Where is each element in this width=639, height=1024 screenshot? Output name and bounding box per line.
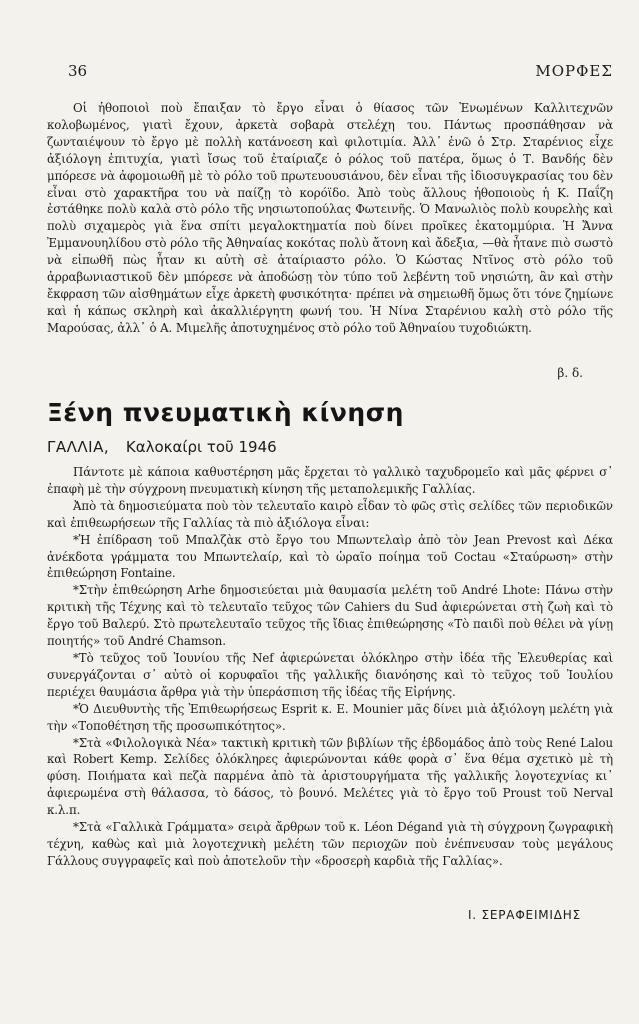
article-paragraph: *Ἡ ἐπίδραση τοῦ Μπαλζὰκ στὸ ἔργο του Μπωντελαὶρ ἀπὸ τὸν Jean Prevost καὶ Δέκα ἀνέκδοτα γράμματα του Μπωντελαίρ, καὶ τὸ ὡραῖο ποίημα τοῦ Coctau «Σταύρωση» στὴν ἐπιθεώρηση Fontaine. (47, 532, 613, 581)
review-signature: β. δ. (557, 366, 583, 380)
page-number: 36 (68, 62, 88, 80)
magazine-title: ΜΟΡΦΕΣ (535, 62, 613, 80)
article-paragraph: *Στὰ «Φιλολογικὰ Νέα» τακτικὴ κριτικὴ τῶν βιβλίων τῆς ἑβδομάδος ἀπὸ τοὺς René Lalou καὶ Robert Kemp. Σελίδες ὁλόκληρες ἀφιερώνονται κάθε φορὰ σ᾽ ἕνα θέμα σχετικὸ μὲ τὴ φύση. Ποιήματα καὶ πεζὰ παρμένα ἀπὸ τὰ ἀριστουργήματα τῆς γαλλικῆς λογοτεχνίας κι᾽ ἀφιερωμένα στὴ θάλασσα, τὸ δάσος, τὸ βουνό. Μελέτες γιὰ τὸ ἔργο τοῦ Proust τοῦ Nerval κ.λ.π. (47, 735, 613, 818)
country-label: ΓΑΛΛΙΑ, (47, 438, 110, 456)
article-paragraph: *Τὸ τεῦχος τοῦ Ἰουνίου τῆς Nef ἀφιερώνεται ὁλόκληρο στὴν ἰδέα τῆς Ἐλευθερίας καὶ συνεργάζονται σ᾽ αὐτὸ οἱ κορυφαῖοι τῆς γαλλικῆς διανόησης καὶ τὸ τεῦχος τοῦ Ἰουλίου περιέχει θαυμάσια ἄρθρα γιὰ τὴν ὑπεράσπιση τῆς ἰδέας τῆς Εἰρήνης. (47, 650, 613, 699)
section-title: Ξένη πνευματικὴ κίνηση (47, 398, 404, 427)
article-paragraph: Πάντοτε μὲ κάποια καθυστέρηση μᾶς ἔρχεται τὸ γαλλικὸ ταχυδρομεῖο καὶ μᾶς φέρνει σ᾽ ἐπαφὴ μὲ τὴν σύγχρονη πνευματικὴ κίνηση τῆς μεταπολεμικῆς Γαλλίας. (47, 465, 613, 496)
section-subtitle (47, 438, 277, 456)
date-label: Καλοκαίρι τοῦ 1946 (125, 438, 277, 456)
article-paragraph: Ἀπὸ τὰ δημοσιεύματα ποὺ τὸν τελευταῖο καιρὸ εἶδαν τὸ φῶς στὶς σελίδες τῶν περιοδικῶν καὶ ἐπιθεωρήσεων τῆς Γαλλίας τὰ πιὸ ἀξιόλογα εἶναι: (47, 498, 613, 530)
article-body (47, 464, 613, 870)
article-paragraph: *Στὴν ἐπιθεώρηση Arhe δημοσιεύεται μιὰ θαυμασία μελέτη τοῦ André Lhote: Πάνω στὴν κριτικὴ τῆς Τέχνης καὶ τὸ τελευταῖο τεῦχος τῶν Cahiers du Sud ἀφιερώνεται στὴ ζωὴ καὶ τὸ ἔργο τοῦ Βαλερύ. Στὸ πρωτελευταῖο τεῦχος τῆς ἴδιας ἐπιθεώρησης «Τὸ παιδὶ ποὺ θέλει νὰ γίνῃ ποιητής» τοῦ André Chamson. (47, 583, 613, 649)
article-paragraph: *Ὁ Διευθυντὴς τῆς Ἐπιθεωρήσεως Esprit κ. E. Mounier μᾶς δίνει μιὰ ἀξιόλογη μελέτη γιὰ τὴν «Τοποθέτηση τῆς προσωπικότητος». (47, 701, 613, 733)
article-paragraph: *Στὰ «Γαλλικὰ Γράμματα» σειρὰ ἄρθρων τοῦ κ. Léon Dégand γιὰ τὴ σύγχρονη ζωγραφικὴ τέχνη, καθὼς καὶ μιὰ λογοτεχνικὴ μελέτη τῶν περιοχῶν ποὺ ἐνέπνευσαν τοὺς μεγάλους Γάλλους συγγραφεῖς καὶ ποὺ ἀποτελοῦν τὴν «δροσερὴ καρδιὰ τῆς Γαλλίας». (47, 820, 613, 868)
page-header (68, 62, 613, 84)
author-signature: Ι. ΣΕΡΑΦΕΙΜΙΔΗΣ (467, 908, 581, 922)
theatre-review (47, 100, 613, 337)
review-paragraph: Οἱ ἠθοποιοὶ ποὺ ἔπαιξαν τὸ ἔργο εἶναι ὁ θίασος τῶν Ἑνωμένων Καλλιτεχνῶν κολοβωμένος, γιατὶ ἔχουν, ἀρκετὰ σοβαρὰ στελέχη του. Πάντως προσπάθησαν νὰ ζωνταιέψουν τὸ ἔργο μὲ πολλὴ κατάνοεση καὶ φιλοτιμία. Ἀλλ᾽ ἐνῶ ὁ Στρ. Σταρένιος εἶχε ἀξιόλογη ἐπιτυχία, γιατὶ ἴσως τοῦ ἐταίριαζε ὁ ρόλος τοῦ πατέρα, ὅμως ὁ Τ. Βανδής δὲν μπόρεσε νὰ ἀφομοιωθῆ μὲ τὸ ρόλο τοῦ πρωτευουσιάνου, δὲν εἶναι τῆς ἰδιοσυγκρασίας του δὲν εἶναι στὸ χαρακτῆρα του νὰ παίζῃ τὸ κορόϊδο. Ἀπὸ τοὺς ἄλλους ἠθοποιοὺς ἡ Κ. Παΐζη ἐστάθηκε πολὺ καλὰ στὸ ρόλο τῆς νησιωτοπούλας Φωτεινῆς. Ὁ Μανωλιὸς πολὺ κουρελὴς καὶ πολὺ σιχαμερὸς γιὰ ἕνα σπίτι μεγαλοκτηματία ποὺ δίνει προῖκες ἑκατομμύρια. Ἡ Ἄννα Ἐμμανουηλίδου στὸ ρόλο τῆς Ἀθηναίας κοκότας πολὺ ἄτονη καὶ ἄδεξια, —θὰ ἦτανε πιὸ σωστὸ νὰ εἰπωθῆ πὼς ἦταν κι αὐτὴ σὲ ἀταίριαστο ρόλο. Ὁ Κώστας Ντῖνος στὸ ρόλο τοῦ ἀρραβωνιαστικοῦ δὲν μπόρεσε νὰ ἀποδώσῃ τὸν τύπο τοῦ λεβέντη τοῦ νησιώτη, ἂν καὶ στὴν ἔκφραση τῶν αἰσθημάτων εἶχε ἀρκετὴ φυσικότητα· πρέπει νὰ σημειωθῆ ὅμως ὅτι τόνε ζημίωνε καὶ ἡ κάπως σκληρὴ καὶ ἀκαλλιέργητη φωνή του. Ἡ Νίνα Σταρένιου καλὴ στὸ ρόλο τῆς Μαρούσας, ἀλλ᾽ ὁ Α. Μιμελῆς ἀποτυχημένος στὸ ρόλο τοῦ Ἀθηναίου τυχοδιώκτη. (47, 101, 613, 335)
